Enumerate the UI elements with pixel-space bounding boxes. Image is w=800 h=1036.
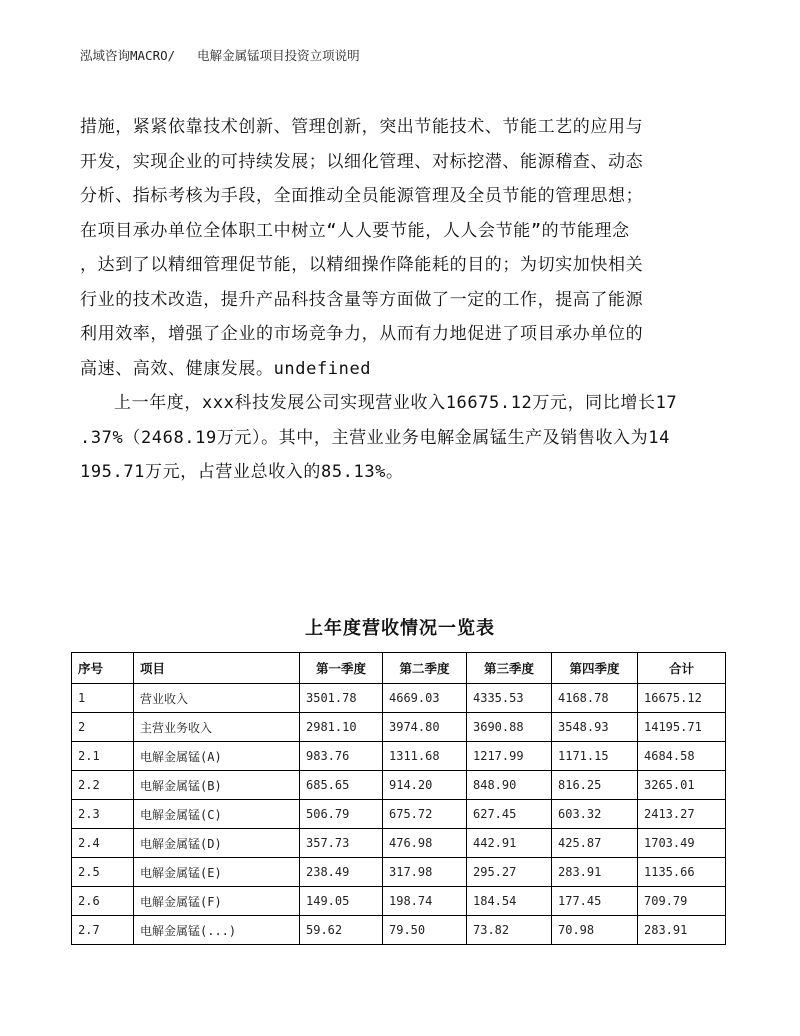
cell-item: 电解金属锰(D) bbox=[134, 829, 300, 858]
header-index: 序号 bbox=[72, 653, 134, 684]
header-doc-title: 电解金属锰项目投资立项说明 bbox=[197, 48, 360, 63]
cell-item: 主营业务收入 bbox=[134, 713, 300, 742]
cell-q3: 442.91 bbox=[467, 829, 552, 858]
table-row bbox=[72, 800, 726, 829]
cell-total: 1703.49 bbox=[638, 829, 726, 858]
cell-total: 4684.58 bbox=[638, 742, 726, 771]
cell-q1: 506.79 bbox=[300, 800, 383, 829]
cell-total: 709.79 bbox=[638, 887, 726, 916]
table-title: 上年度营收情况一览表 bbox=[305, 618, 495, 639]
cell-total: 1135.66 bbox=[638, 858, 726, 887]
cell-q2: 4669.03 bbox=[383, 684, 467, 713]
table-header-row bbox=[72, 653, 726, 684]
para1-line: 行业的技术改造，提升产品科技含量等方面做了一定的工作，提高了能源 bbox=[80, 289, 644, 310]
cell-q3: 4335.53 bbox=[467, 684, 552, 713]
header-q4: 第四季度 bbox=[552, 653, 638, 684]
cell-q1: 149.05 bbox=[300, 887, 383, 916]
cell-q2: 1311.68 bbox=[383, 742, 467, 771]
cell-q2: 79.50 bbox=[383, 916, 467, 945]
cell-index: 2.7 bbox=[72, 916, 134, 945]
cell-q1: 59.62 bbox=[300, 916, 383, 945]
cell-q4: 603.32 bbox=[552, 800, 638, 829]
cell-q3: 73.82 bbox=[467, 916, 552, 945]
cell-q2: 914.20 bbox=[383, 771, 467, 800]
table-row bbox=[72, 829, 726, 858]
para1-line: 分析、指标考核为手段，全面推动全员能源管理及全员节能的管理思想； bbox=[80, 186, 644, 206]
cell-item: 电解金属锰(F) bbox=[134, 887, 300, 916]
header-item: 项目 bbox=[134, 653, 300, 684]
cell-total: 283.91 bbox=[638, 916, 726, 945]
cell-q3: 3690.88 bbox=[467, 713, 552, 742]
cell-index: 1 bbox=[72, 684, 134, 713]
cell-q4: 4168.78 bbox=[552, 684, 638, 713]
cell-index: 2.4 bbox=[72, 829, 134, 858]
cell-q1: 685.65 bbox=[300, 771, 383, 800]
cell-q2: 198.74 bbox=[383, 887, 467, 916]
cell-q3: 1217.99 bbox=[467, 742, 552, 771]
cell-q1: 983.76 bbox=[300, 742, 383, 771]
para1-line: 利用效率，增强了企业的市场竞争力，从而有力地促进了项目承办单位的 bbox=[80, 324, 644, 344]
cell-q2: 3974.80 bbox=[383, 713, 467, 742]
body-text bbox=[80, 110, 720, 490]
cell-q3: 295.27 bbox=[467, 858, 552, 887]
table-row bbox=[72, 887, 726, 916]
cell-index: 2.3 bbox=[72, 800, 134, 829]
para2-line: 195.71万元，占营业总收入的85.13%。 bbox=[80, 462, 404, 482]
para2-line: 上一年度，xxx科技发展公司实现营业收入16675.12万元，同比增长17 bbox=[114, 393, 678, 413]
cell-total: 16675.12 bbox=[638, 684, 726, 713]
cell-index: 2 bbox=[72, 713, 134, 742]
table-row bbox=[72, 858, 726, 887]
cell-q4: 3548.93 bbox=[552, 713, 638, 742]
table-row bbox=[72, 771, 726, 800]
cell-index: 2.6 bbox=[72, 887, 134, 916]
cell-index: 2.2 bbox=[72, 771, 134, 800]
cell-q4: 1171.15 bbox=[552, 742, 638, 771]
cell-item: 电解金属锰(E) bbox=[134, 858, 300, 887]
cell-q4: 283.91 bbox=[552, 858, 638, 887]
cell-q4: 70.98 bbox=[552, 916, 638, 945]
table-row bbox=[72, 684, 726, 713]
cell-q1: 357.73 bbox=[300, 829, 383, 858]
cell-q4: 425.87 bbox=[552, 829, 638, 858]
cell-total: 3265.01 bbox=[638, 771, 726, 800]
cell-item: 营业收入 bbox=[134, 684, 300, 713]
table-row bbox=[72, 916, 726, 945]
header-total: 合计 bbox=[638, 653, 726, 684]
cell-q3: 627.45 bbox=[467, 800, 552, 829]
page-header bbox=[80, 46, 360, 64]
cell-item: 电解金属锰(A) bbox=[134, 742, 300, 771]
cell-q3: 848.90 bbox=[467, 771, 552, 800]
cell-q1: 3501.78 bbox=[300, 684, 383, 713]
paragraph-1 bbox=[80, 110, 720, 386]
table-row bbox=[72, 742, 726, 771]
revenue-table bbox=[71, 652, 726, 945]
table-row bbox=[72, 713, 726, 742]
cell-q4: 177.45 bbox=[552, 887, 638, 916]
cell-index: 2.5 bbox=[72, 858, 134, 887]
cell-total: 14195.71 bbox=[638, 713, 726, 742]
para1-line: ，达到了以精细管理促节能，以精细操作降能耗的目的；为切实加快相关 bbox=[80, 255, 644, 275]
cell-item: 电解金属锰(...) bbox=[134, 916, 300, 945]
header-q1: 第一季度 bbox=[300, 653, 383, 684]
para2-line: .37%（2468.19万元）。其中，主营业业务电解金属锰生产及销售收入为14 bbox=[80, 427, 670, 448]
cell-q3: 184.54 bbox=[467, 887, 552, 916]
cell-q4: 816.25 bbox=[552, 771, 638, 800]
para1-line: 措施，紧紧依靠技术创新、管理创新，突出节能技术、节能工艺的应用与 bbox=[80, 117, 644, 137]
cell-q1: 238.49 bbox=[300, 858, 383, 887]
cell-index: 2.1 bbox=[72, 742, 134, 771]
cell-item: 电解金属锰(C) bbox=[134, 800, 300, 829]
cell-q2: 675.72 bbox=[383, 800, 467, 829]
para1-line: 开发，实现企业的可持续发展；以细化管理、对标挖潜、能源稽查、动态 bbox=[80, 151, 644, 172]
cell-q2: 317.98 bbox=[383, 858, 467, 887]
header-q3: 第三季度 bbox=[467, 653, 552, 684]
cell-total: 2413.27 bbox=[638, 800, 726, 829]
header-company: 泓域咨询MACRO/ bbox=[80, 48, 176, 63]
cell-q1: 2981.10 bbox=[300, 713, 383, 742]
paragraph-2 bbox=[80, 386, 720, 490]
cell-item: 电解金属锰(B) bbox=[134, 771, 300, 800]
header-q2: 第二季度 bbox=[383, 653, 467, 684]
cell-q2: 476.98 bbox=[383, 829, 467, 858]
para1-line: 高速、高效、健康发展。undefined bbox=[80, 358, 372, 379]
para1-line: 在项目承办单位全体职工中树立“人人要节能，人人会节能”的节能理念 bbox=[80, 220, 630, 241]
